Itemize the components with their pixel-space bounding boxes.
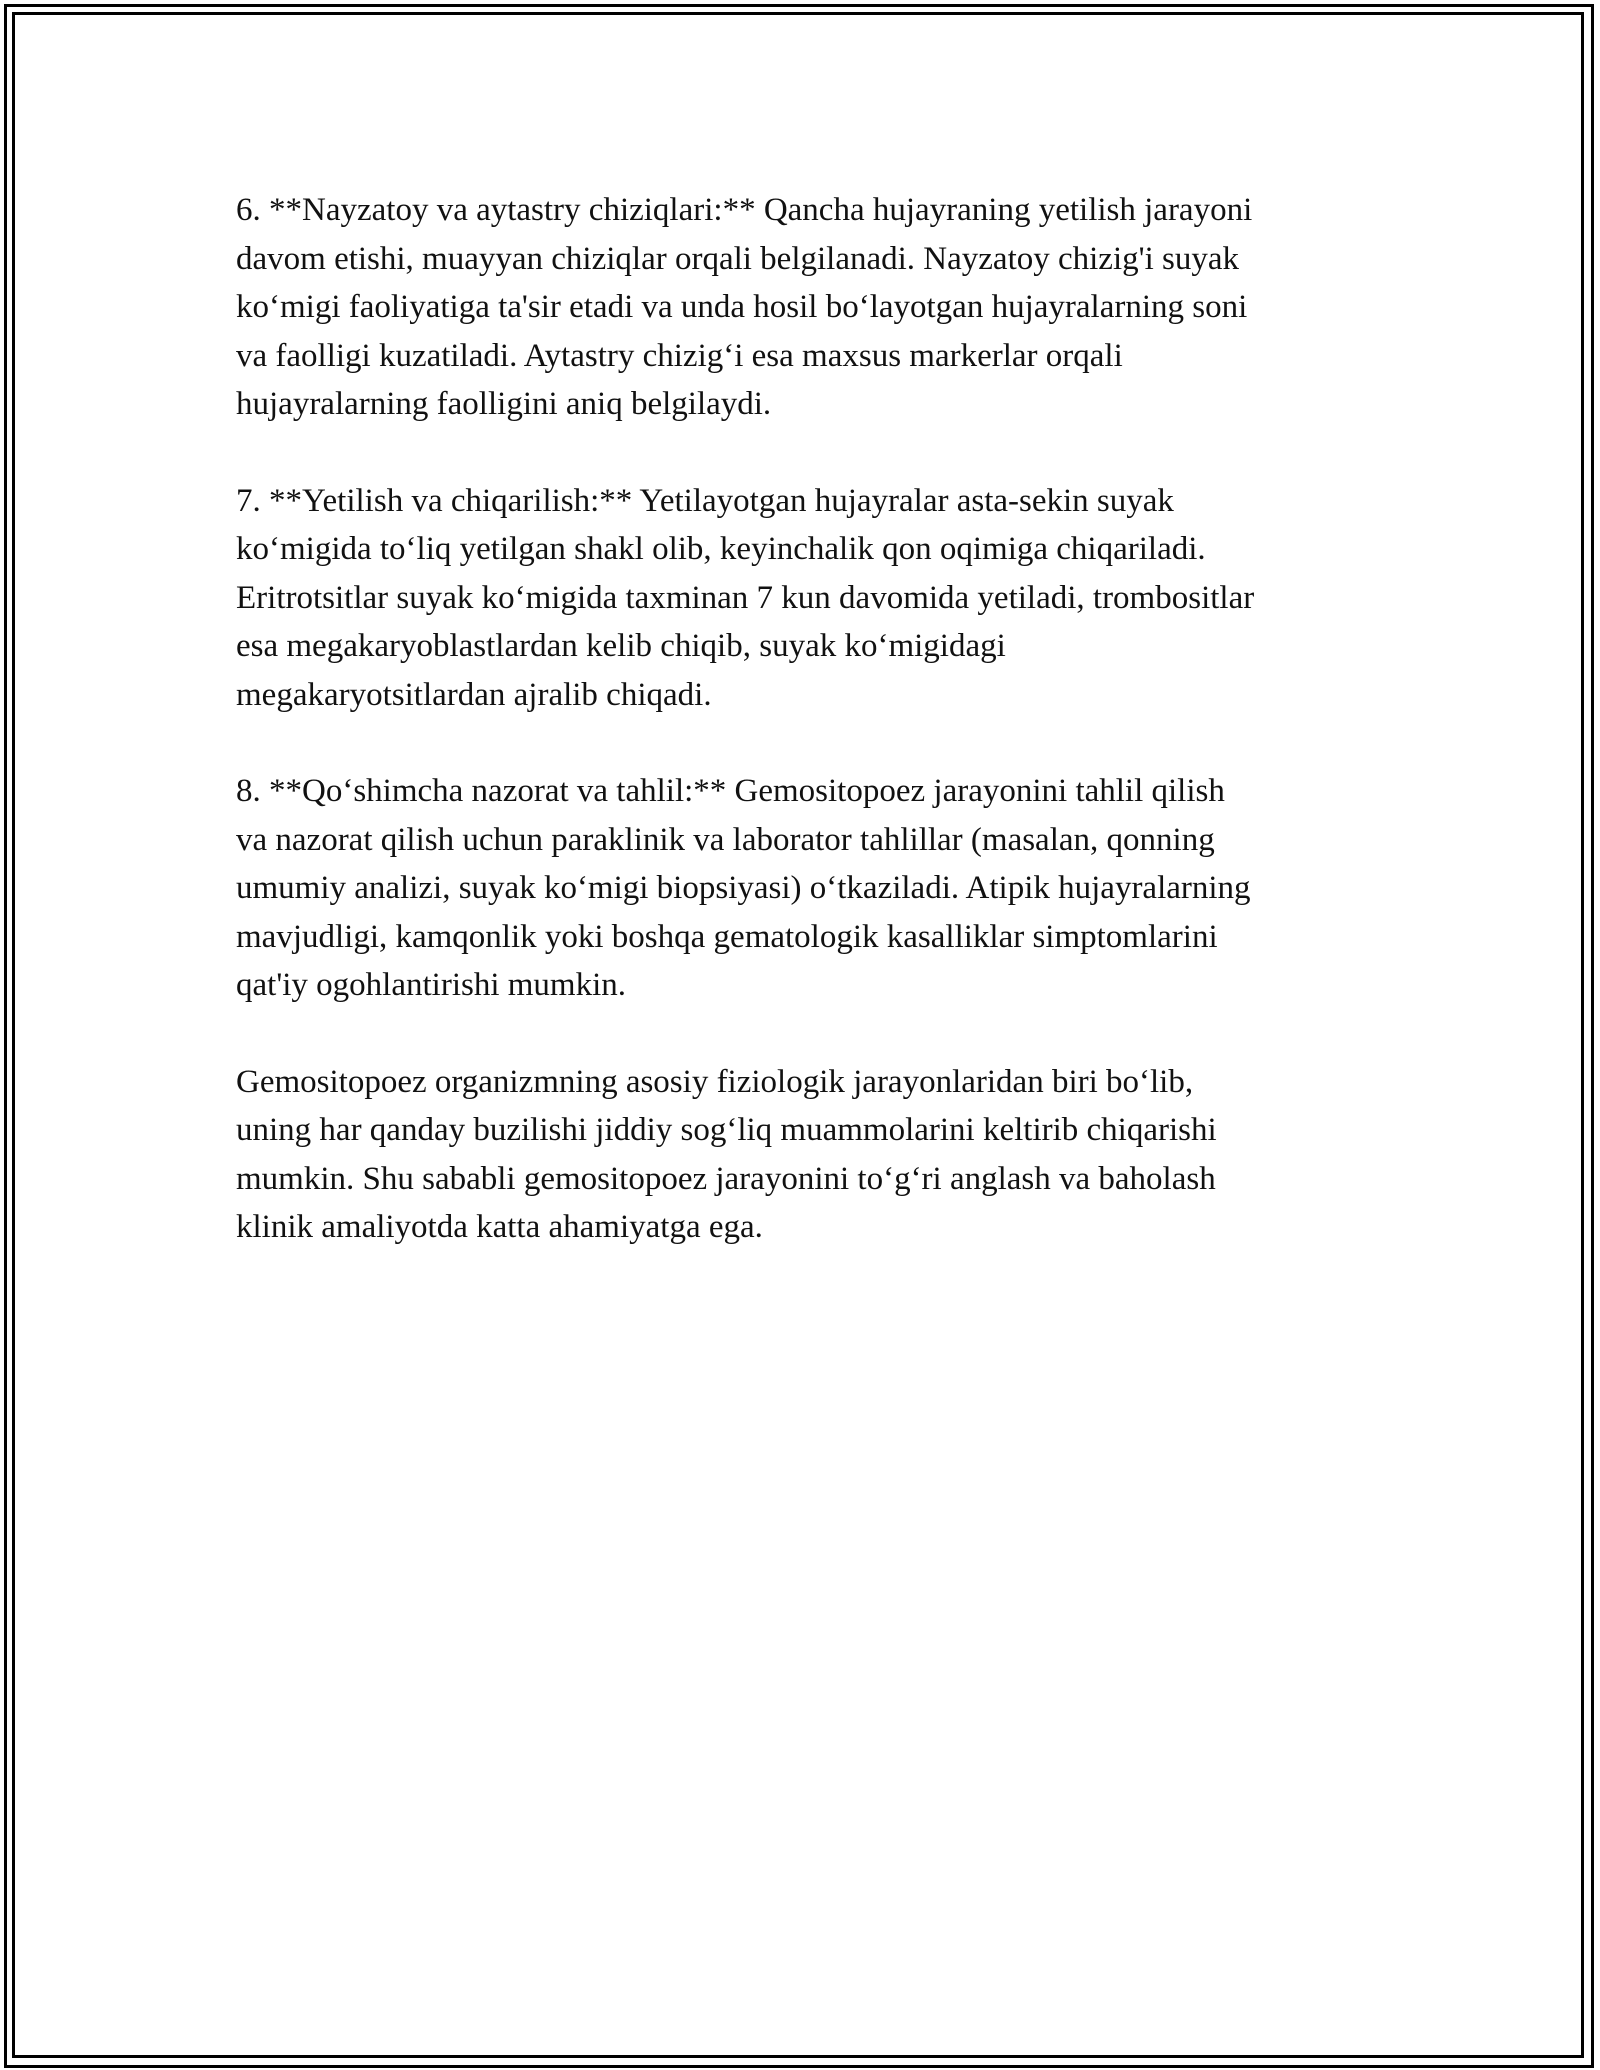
paragraph-6-nayzatoy-aytastry: 6. **Nayzatoy va aytastry chiziqlari:** Qancha hujayraning yetilish jarayoni davom etishi, muayyan chiziqlar orqali belgilanadi. Nayzatoy chizig'i suyak ko‘migi faoliyatiga ta'sir etadi va unda hosil bo‘layotgan hujayralarning soni va faolligi kuzatiladi. Aytastry chizig‘i esa maxsus markerlar orqali hujayralarning faolligini aniq belgilaydi. [236,192,1253,422]
paragraph-8-nazorat-tahlil: 8. **Qo‘shimcha nazorat va tahlil:** Gemositopoez jarayonini tahlil qilish va nazorat qilish uchun paraklinik va laborator tahlillar (masalan, qonning umumiy analizi, suyak ko‘migi biopsiyasi) o‘tkaziladi. Atipik hujayralarning mavjudligi, kamqonlik yoki boshqa gematologik kasalliklar simptomlarini qat'iy ogohlantirishi mumkin. [236,773,1251,1003]
paragraph-conclusion: Gemositopoez organizmning asosiy fiziologik jarayonlaridan biri bo‘lib, uning har qanday buzilishi jiddiy sog‘liq muammolarini keltirib chiqarishi mumkin. Shu sababli gemositopoez jarayonini to‘g‘ri anglash va baholash klinik amaliyotda katta ahamiyatga ega. [236,1063,1217,1245]
document-body [236,186,1376,1300]
paragraph-7-yetilish-chiqarilish: 7. **Yetilish va chiqarilish:** Yetilayotgan hujayralar asta-sekin suyak ko‘migida to‘liq yetilgan shakl olib, keyinchalik qon oqimiga chiqariladi. Eritrotsitlar suyak ko‘migida taxminan 7 kun davomida yetiladi, trombositlar esa megakaryoblastlardan kelib chiqib, suyak ko‘migidagi megakaryotsitlardan ajralib chiqadi. [236,482,1255,713]
